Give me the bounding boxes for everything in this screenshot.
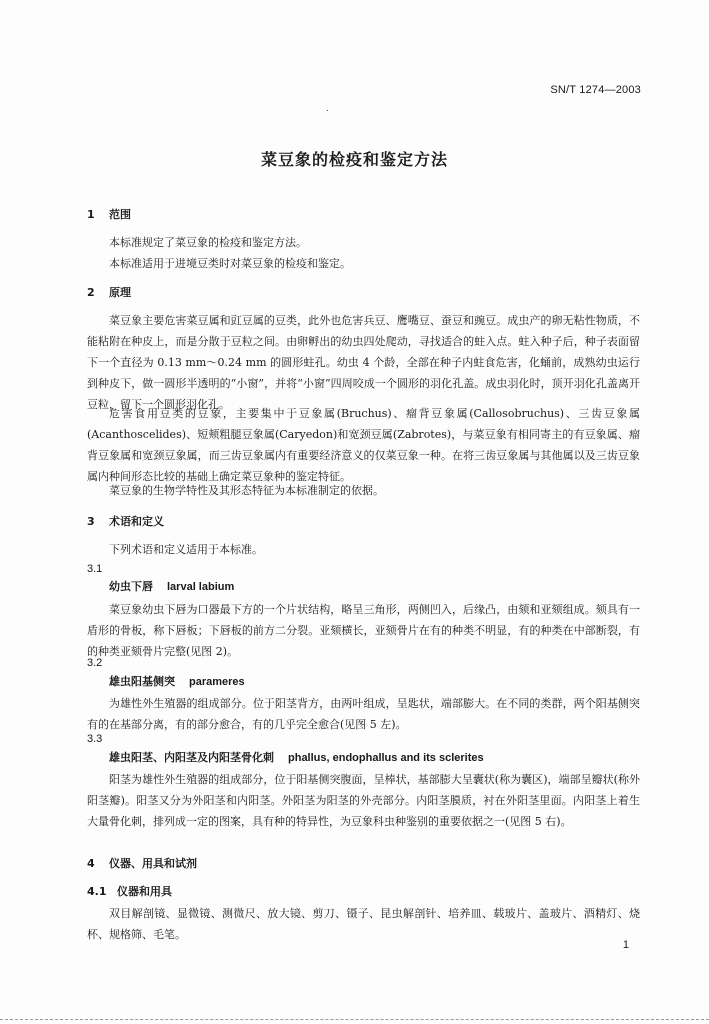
term-2-definition: 为雄性外生殖器的组成部分。位于阳茎背方，由两叶组成，呈匙状，端部膨大。在不同的类群，两个阳基侧突有的在基部分离，有的部分愈合，有的几乎完全愈合(见图 5 左)。 [87,697,640,731]
section-number: 3 [87,515,95,528]
term-number: 3.2 [87,657,103,669]
term-number: 3.1 [87,563,103,575]
standard-code: SN/T 1274—2003 [550,84,641,96]
term-3-heading [109,749,484,765]
section-number: 1 [87,208,95,221]
principle-paragraph-1: 菜豆象主要危害菜豆属和豇豆属的豆类，此外也危害兵豆、鹰嘴豆、蚕豆和豌豆。成虫产的卵无粘性物质，不能粘附在种皮上，而是分散于豆粒之间。由卵孵出的幼虫四处爬动，寻找适合的蛀入点。蛀入种子后，种子表面留下一个直径为 0.13 mm～0.24 mm 的圆形蛀孔。幼虫 4 个龄，全部在种子内蛀食危害，化蛹前，成熟幼虫运行到种皮下，做一圆形半透明的“小窗”，并将“小窗”四周咬成一个圆形的羽化孔盖。成虫羽化时，顶开羽化孔盖离开豆粒，留下一个圆形羽化孔。 [87,314,640,411]
term-2-heading [109,673,245,689]
term-en: phallus, endophallus and its sclerites [288,752,484,764]
term-1-definition: 菜豆象幼虫下唇为口器最下方的一个片状结构，略呈三角形，两侧凹入，后缘凸，由颏和亚颏组成。颏具有一盾形的骨板，称下唇板；下唇板的前方二分裂。亚颏横长，亚颏骨片在有的种类不明显，有的种类在中部断裂，有的种类亚颏骨片完整(见图 2)。 [87,603,640,658]
section-4-heading [87,855,197,871]
terms-intro: 下列术语和定义适用于本标准。 [109,543,263,556]
scope-paragraph-1: 本标准规定了菜豆象的检疫和鉴定方法。 [109,236,307,249]
scan-edge-line [0,1019,709,1020]
term-zh: 雄虫阳茎、内阳茎及内阳茎骨化刺 [109,751,274,764]
subsection-4-1-heading [87,883,172,899]
section-2-heading [87,284,131,300]
section-number: 4 [87,857,95,870]
scope-paragraph-2: 本标准适用于进境豆类时对菜豆象的检疫和鉴定。 [109,257,351,270]
section-title: 原理 [109,286,131,299]
principle-paragraph-3: 菜豆象的生物学特性及其形态特征为本标准制定的依据。 [109,484,384,497]
term-3-definition: 阳茎为雄性外生殖器的组成部分，位于阳基侧突腹面，呈棒状，基部膨大呈囊状(称为囊区)，端部呈瓣状(称外阳茎瓣)。阳茎又分为外阳茎和内阳茎。外阳茎为阳茎的外壳部分。内阳茎膜质，衬在外阳茎里面。内阳茎上着生大量骨化刺，排列成一定的图案，具有种的特异性，为豆象科虫种鉴别的重要依据之一(见图 5 右)。 [87,773,640,828]
section-title: 范围 [109,208,131,221]
principle-paragraph-2: 危害食用豆类的豆象，主要集中于豆象属(Bruchus)、瘤背豆象属(Callosobruchus)、三齿豆象属(Acanthoscelides)、短颊粗腿豆象属(Caryedon)和宽颈豆属(Zabrotes)，与菜豆象有相同寄主的有豆象属、瘤背豆象属和宽颈豆象属，而三齿豆象属内有重要经济意义的仅菜豆象一种。在将三齿豆象属与其他属以及三齿豆象属内种间形态比较的基础上确定菜豆象种的鉴定特征。 [87,407,640,483]
term-en: parameres [189,676,245,688]
instruments-paragraph: 双目解剖镜、显微镜、测微尺、放大镜、剪刀、镊子、昆虫解剖针、培养皿、载玻片、盖玻片、酒精灯、烧杯、规格筛、毛笔。 [87,907,640,941]
term-number: 3.3 [87,733,103,745]
section-3-heading [87,513,164,529]
subsection-title: 仪器和用具 [117,885,172,898]
dot-mark: . [326,104,329,113]
section-title: 仪器、用具和试剂 [109,857,197,870]
term-zh: 幼虫下唇 [109,580,153,593]
document-title: 菜豆象的检疫和鉴定方法 [260,150,448,169]
term-en: larval labium [167,581,235,593]
section-number: 2 [87,286,95,299]
page-number: 1 [622,939,629,951]
section-title: 术语和定义 [109,515,164,528]
term-zh: 雄虫阳基侧突 [109,675,175,688]
section-1-heading [87,206,131,222]
term-1-heading [109,578,234,594]
subsection-number: 4.1 [87,885,107,898]
